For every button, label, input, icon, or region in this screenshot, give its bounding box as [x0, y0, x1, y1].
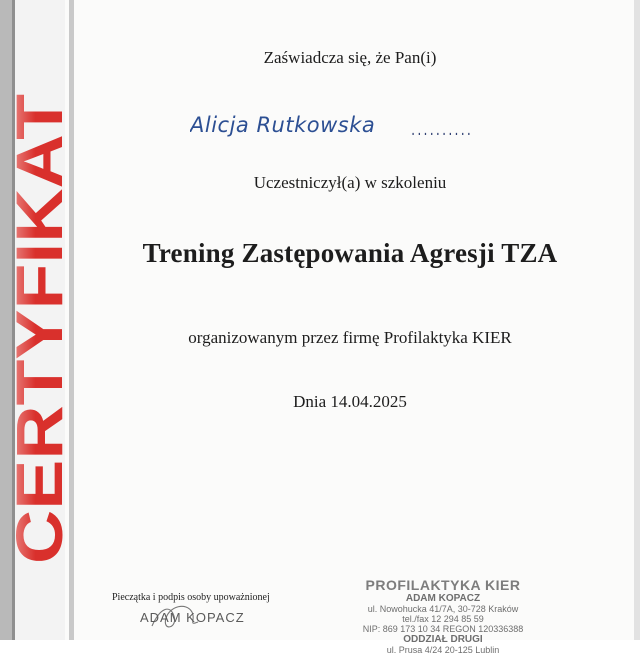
signature-block: [100, 586, 310, 640]
right-border: [634, 0, 640, 640]
date-text: Dnia 14.04.2025: [293, 392, 407, 411]
vertical-title: [2, 94, 76, 564]
organizer-text: organizowanym przez firmę Profilaktyka KIER: [188, 328, 512, 347]
signature-stamp-name: ADAM KOPACZ: [140, 610, 245, 625]
training-title: Trening Zastępowania Agresji TZA: [142, 238, 558, 268]
certyfikat-title: CERTYFIKAT: [2, 150, 76, 564]
stamp-owner: ADAM KOPACZ: [405, 593, 481, 604]
participated-text: Uczestniczył(a) w szkoleniu: [253, 173, 447, 192]
stamp-branch-address: ul. Prusa 4/24 20-125 Lublin: [386, 645, 500, 655]
stamp-ids: NIP: 869 173 10 34 REGON 120336388: [362, 624, 524, 634]
name-dots: ..........: [410, 123, 472, 139]
stamp-address: ul. Nowohucka 41/7A, 30-728 Kraków: [367, 604, 519, 614]
stamp-company: PROFILAKTYKA KIER: [365, 577, 521, 593]
handwritten-name: [190, 108, 520, 142]
participant-name: Alicja Rutkowska: [190, 113, 376, 137]
participant-line: [90, 108, 610, 142]
stamp-branch: ODDZIAŁ DRUGI: [403, 634, 483, 645]
signature-caption: Pieczątka i podpis osoby upoważnionej: [112, 592, 270, 603]
signature-svg: [100, 586, 310, 640]
intro-text: Zaświadcza się, że Pan(i): [263, 48, 437, 67]
company-stamp: [338, 577, 548, 655]
stamp-phone: tel./fax 12 294 85 59: [402, 614, 484, 624]
